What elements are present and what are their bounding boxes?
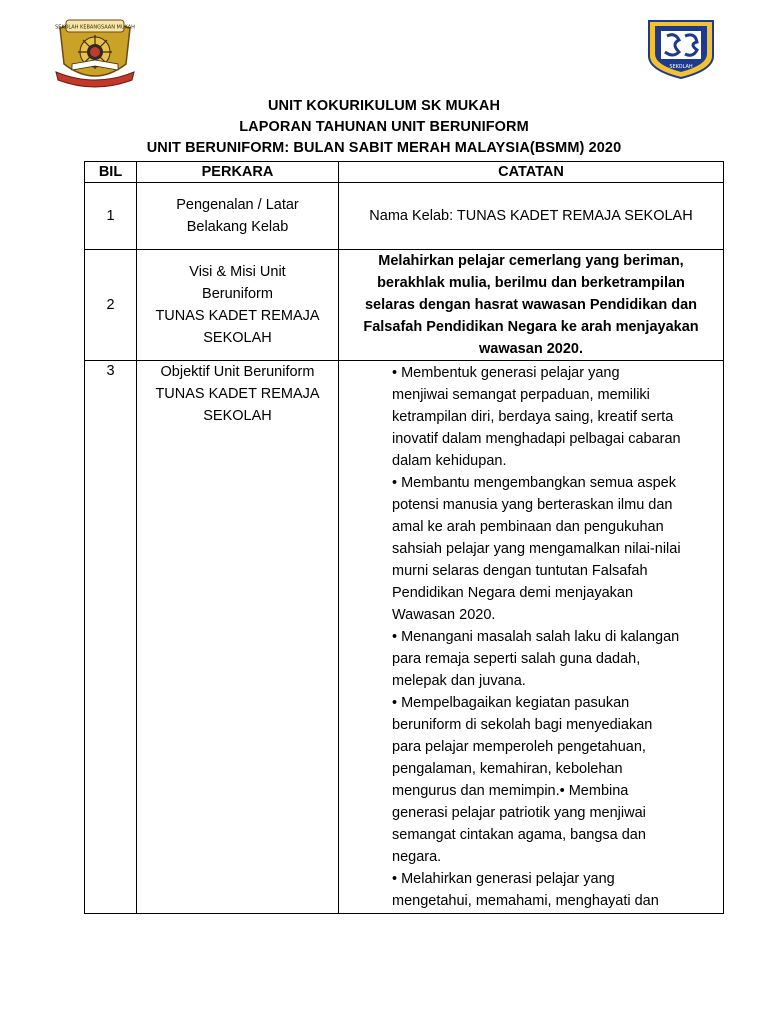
header-catatan: CATATAN (339, 162, 724, 183)
objective-line: potensi manusia yang berteraskan ilmu dan (392, 497, 673, 513)
objective-line: dalam kehidupan. (392, 453, 507, 469)
perkara-line: Pengenalan / Latar (176, 197, 299, 213)
perkara-line: TUNAS KADET REMAJA (155, 308, 320, 324)
objective-line: beruniform di sekolah bagi menyediakan (392, 717, 653, 733)
report-table (84, 161, 724, 914)
objective-line: mengurus dan memimpin.• Membina (392, 783, 629, 799)
catatan-line: Melahirkan pelajar cemerlang yang beriman, (378, 253, 684, 269)
objective-line: Wawasan 2020. (392, 607, 496, 623)
row-catatan (339, 361, 724, 914)
header-line-3: UNIT BERUNIFORM: BULAN SABIT MERAH MALAYSIA(BSMM) 2020 (146, 140, 622, 156)
row-bil: 3 (85, 361, 137, 914)
perkara-line: Belakang Kelab (186, 219, 289, 235)
unit-shield-logo (645, 18, 717, 80)
row-perkara (137, 361, 339, 914)
perkara-line: Beruniform (202, 286, 273, 302)
shield-caption-text: SEKOLAH (669, 64, 693, 70)
objective-line: para pelajar memperoleh pengetahuan, (392, 739, 646, 755)
objective-line: pengalaman, kemahiran, kebolehan (392, 761, 623, 777)
perkara-line: SEKOLAH (203, 408, 272, 424)
objective-line: menjiwai semangat perpaduan, memiliki (392, 387, 650, 403)
objective-line: • Mempelbagaikan kegiatan pasukan (392, 695, 630, 711)
perkara-line: Objektif Unit Beruniform (160, 364, 315, 380)
objective-line: • Membantu mengembangkan semua aspek (392, 475, 676, 491)
row-catatan: Nama Kelab: TUNAS KADET REMAJA SEKOLAH (339, 183, 724, 250)
objective-line: • Menangani masalah salah laku di kalangan (392, 629, 680, 645)
objective-line: amal ke arah pembinaan dan pengukuhan (392, 519, 664, 535)
table-row (85, 183, 724, 250)
table-row (85, 361, 724, 914)
objective-line: melepak dan juvana. (392, 673, 526, 689)
objective-line: inovatif dalam menghadapi pelbagai cabaran (392, 431, 681, 447)
objective-line: negara. (392, 849, 442, 865)
row-catatan (339, 250, 724, 361)
catatan-line: Falsafah Pendidikan Negara ke arah menjayakan (363, 319, 699, 335)
catatan-line: berakhlak mulia, berilmu dan berketrampilan (377, 275, 685, 291)
objective-line: • Melahirkan generasi pelajar yang (392, 871, 615, 887)
objective-line: mengetahui, memahami, menghayati dan (392, 893, 659, 909)
table-header-row (85, 162, 724, 183)
objective-line: Pendidikan Negara demi menjayakan (392, 585, 634, 601)
objective-list (340, 362, 722, 912)
perkara-line: TUNAS KADET REMAJA (155, 386, 320, 402)
row-perkara (137, 250, 339, 361)
objective-line: para remaja seperti salah guna dadah, (392, 651, 641, 667)
objective-line: semangat cintakan agama, bangsa dan (392, 827, 646, 843)
objective-line: murni selaras dengan tuntutan Falsafah (392, 563, 648, 579)
objective-line: sahsiah pelajar yang mengamalkan nilai-nilai (392, 541, 681, 557)
crest-banner-text: SEKOLAH KEBANGSAAN MUKAH (55, 24, 135, 31)
row-perkara (137, 183, 339, 250)
objective-line: • Membentuk generasi pelajar yang (392, 365, 620, 381)
catatan-line: wawasan 2020. (479, 341, 583, 357)
header-perkara: PERKARA (137, 162, 339, 183)
table-row (85, 250, 724, 361)
row-bil: 1 (85, 183, 137, 250)
objective-line: generasi pelajar patriotik yang menjiwai (392, 805, 646, 821)
objective-line: ketrampilan diri, berdaya saing, kreatif serta (392, 409, 674, 425)
header-line-2: LAPORAN TAHUNAN UNIT BERUNIFORM (239, 119, 529, 135)
header-line-1: UNIT KOKURIKULUM SK MUKAH (267, 98, 501, 114)
report-header (0, 96, 768, 159)
row-bil: 2 (85, 250, 137, 361)
catatan-line: selaras dengan hasrat wawasan Pendidikan dan (364, 297, 697, 313)
perkara-line: SEKOLAH (203, 330, 272, 346)
school-crest-logo (52, 14, 138, 90)
perkara-line: Visi & Misi Unit (189, 264, 286, 280)
header-bil: BIL (85, 162, 137, 183)
